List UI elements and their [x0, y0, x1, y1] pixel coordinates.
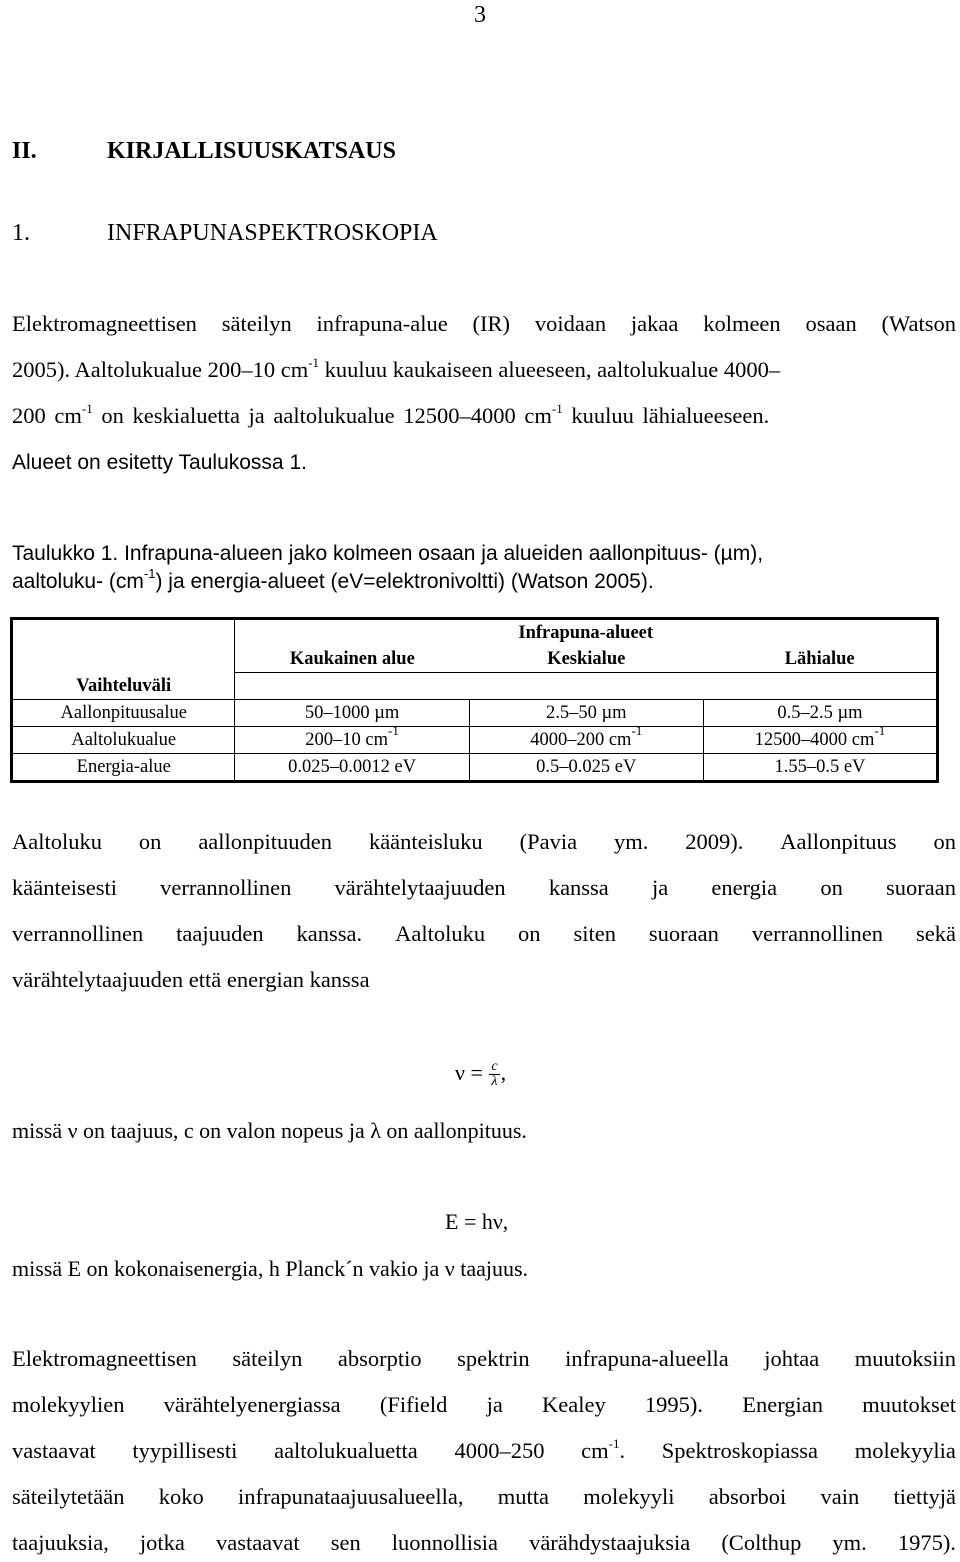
word: molekyylia — [854, 1438, 956, 1463]
text-run: kuuluu kaukaiseen alueeseen, aaltolukualue 4000– — [319, 357, 781, 382]
word: muutoksiin — [854, 1346, 956, 1371]
word: värähtelyenergiassa — [163, 1392, 341, 1417]
word: Spektroskopiassa — [661, 1438, 819, 1463]
word: kanssa — [548, 875, 609, 900]
section-title: INFRAPUNASPEKTROSKOPIA — [107, 220, 438, 246]
formula-energy: E = hν, — [445, 1209, 509, 1234]
word: on — [518, 921, 541, 946]
word: sekä — [915, 921, 956, 946]
word: molekyyli — [583, 1484, 675, 1509]
table-caption — [12, 542, 956, 594]
paragraph-line — [12, 357, 956, 383]
superscript: -1 — [874, 723, 886, 738]
paragraph-line — [12, 403, 956, 429]
caption-line-2 — [12, 566, 956, 594]
paragraph-line: Alueet on esitetty Taulukossa 1. — [12, 451, 307, 474]
formula-tail: , — [500, 1060, 507, 1085]
word: 4000–250 — [454, 1438, 545, 1463]
word: taajuuksia, — [12, 1530, 109, 1555]
paragraph-line — [12, 1438, 956, 1464]
cell-value: 12500–4000 cm — [754, 730, 875, 750]
table-group-header: Infrapuna-alueet — [235, 619, 938, 647]
word: 1975). — [897, 1530, 956, 1555]
text-run: on keskialuetta ja aaltolukualue 12500–4000 cm — [92, 403, 552, 428]
table-cell — [703, 723, 937, 754]
text-run: aaltoluku- (cm — [12, 570, 144, 593]
paragraph-line — [12, 921, 956, 947]
row-label: Aallonpituusalue — [12, 700, 235, 727]
word: on — [138, 829, 162, 854]
cell-value: 0.5–2.5 µm — [777, 703, 863, 723]
word: (IR) — [472, 311, 511, 336]
word: Elektromagneettisen — [12, 1346, 197, 1371]
superscript: -1 — [551, 401, 563, 416]
column-header: Kaukainen alue — [235, 646, 469, 673]
cell-value: 200–10 cm — [305, 730, 389, 750]
table-cell — [469, 723, 703, 754]
row-label: Energia-alue — [12, 754, 235, 782]
word: verrannollinen — [160, 875, 292, 900]
paragraph-line — [12, 875, 956, 901]
word: jotka — [139, 1530, 185, 1555]
word: Energian — [742, 1392, 824, 1417]
table-cell — [235, 700, 469, 727]
word: aallonpituuden — [198, 829, 333, 854]
chapter-title: KIRJALLISUUSKATSAUS — [107, 138, 396, 164]
word: johtaa — [764, 1346, 820, 1371]
table-row — [12, 754, 938, 782]
paragraph-line: värähtelytaajuuden että energian kanssa — [12, 967, 370, 992]
word: luonnollisia — [391, 1530, 499, 1555]
chapter-heading — [12, 136, 396, 166]
word: tyypillisesti — [132, 1438, 238, 1463]
formula-2-description: missä E on kokonaisenergia, h Planck´n vakio ja ν taajuus. — [12, 1256, 529, 1281]
chapter-number: II. — [12, 138, 37, 164]
cell-value: 2.5–50 µm — [545, 703, 627, 723]
table-cell — [235, 723, 469, 754]
table-cell — [469, 700, 703, 727]
table-cell — [235, 754, 469, 782]
word: ym. — [832, 1530, 867, 1555]
cell-value: 0.025–0.0012 eV — [288, 757, 417, 777]
word: värähdystaajuksia — [529, 1530, 691, 1555]
table-row — [12, 700, 938, 727]
superscript: -1 — [81, 401, 93, 416]
text-run: Taulukko 1. Infrapuna-alueen jako kolmeen osaan ja alueiden aallonpituus- (µm), — [12, 542, 764, 565]
word: (Fifield — [379, 1392, 448, 1417]
fraction — [489, 1060, 499, 1089]
word: Kealey — [542, 1392, 606, 1417]
word: verrannollinen — [12, 921, 144, 946]
word: Aallonpituus — [780, 829, 897, 854]
row-header-label: Vaihteluväli — [12, 673, 235, 700]
word: vain — [820, 1484, 860, 1509]
word: infrapunataajuusalueella, — [237, 1484, 464, 1509]
word: tiettyjä — [893, 1484, 956, 1509]
table-body — [12, 700, 938, 782]
formula-lhs: ν = — [455, 1060, 483, 1085]
word: säteilyn — [221, 311, 292, 336]
cell-value: 1.55–0.5 eV — [774, 757, 866, 777]
section-number: 1. — [12, 220, 30, 246]
word: siten — [573, 921, 616, 946]
paragraph-line — [12, 311, 956, 337]
paragraph-line — [12, 1346, 956, 1372]
word: verrannollinen — [751, 921, 884, 946]
table-cell-empty — [469, 673, 703, 700]
word: mutta — [497, 1484, 549, 1509]
paragraph-line — [12, 1530, 956, 1556]
table-corner — [12, 619, 235, 647]
word: sen — [330, 1530, 361, 1555]
word: ym. — [613, 829, 649, 854]
word: säteilytetään — [12, 1484, 125, 1509]
word: säteilyn — [232, 1346, 303, 1371]
table-cell — [703, 754, 937, 782]
numerator: c — [491, 1059, 498, 1075]
paragraph-1 — [12, 311, 956, 481]
word: kolmeen — [703, 311, 781, 336]
caption-line-1 — [12, 542, 956, 566]
formula-1-description: missä ν on taajuus, c on valon nopeus ja λ on aallonpituus. — [12, 1118, 527, 1143]
cell-value: 0.5–0.025 eV — [536, 757, 637, 777]
word: kanssa. — [296, 921, 363, 946]
word: voidaan — [534, 311, 607, 336]
word: aaltolukualuetta — [274, 1438, 418, 1463]
word: absorptio — [337, 1346, 422, 1371]
superscript: -1 — [143, 566, 156, 581]
word: on — [820, 875, 843, 900]
column-header: Lähialue — [703, 646, 937, 673]
word: suoraan — [886, 875, 956, 900]
paragraph-line — [12, 1484, 956, 1510]
word: energia — [711, 875, 778, 900]
word: taajuuden — [176, 921, 264, 946]
word: infrapuna-alue — [316, 311, 448, 336]
word: infrapuna-alueella — [565, 1346, 729, 1371]
word: (Colthup — [721, 1530, 802, 1555]
paragraph-line — [12, 829, 956, 855]
word: vastaavat — [215, 1530, 300, 1555]
denominator: λ — [491, 1074, 498, 1090]
paragraph-3 — [12, 1346, 956, 1556]
word: spektrin — [457, 1346, 530, 1371]
row-label: Aaltolukualue — [12, 727, 235, 754]
word: vastaavat — [12, 1438, 96, 1463]
superscript: -1 — [608, 1436, 620, 1451]
section-heading — [12, 218, 438, 248]
word: . — [619, 1438, 626, 1463]
word: absorboi — [708, 1484, 787, 1509]
formula-frequency — [455, 1060, 506, 1089]
page-number: 3 — [474, 2, 486, 28]
table-cell-empty — [703, 673, 937, 700]
cell-value: 4000–200 cm — [530, 730, 632, 750]
ir-regions-table — [10, 617, 939, 783]
table-row — [12, 727, 938, 754]
word: värähtelytaajuuden — [334, 875, 506, 900]
text-run: 2005). Aaltolukualue 200–10 cm — [12, 357, 309, 382]
text-run: kuuluu lähialueeseen. — [562, 403, 770, 428]
cell-value: 50–1000 µm — [304, 703, 400, 723]
word: muutokset — [862, 1392, 956, 1417]
word: ja — [651, 875, 669, 900]
table-corner — [12, 646, 235, 673]
word: (Watson — [881, 311, 956, 336]
word: 1995). — [644, 1392, 704, 1417]
superscript: -1 — [308, 355, 320, 370]
word: jakaa — [630, 311, 679, 336]
word: ja — [486, 1392, 503, 1417]
text-run: 200 cm — [12, 403, 82, 428]
word: käänteisluku — [368, 829, 483, 854]
word: Aaltoluku — [12, 829, 102, 854]
paragraph-2 — [12, 829, 956, 1009]
word: suoraan — [648, 921, 719, 946]
column-header: Keskialue — [469, 646, 703, 673]
word: on — [933, 829, 956, 854]
table-cell-empty — [235, 673, 469, 700]
word: koko — [158, 1484, 204, 1509]
table-cell — [469, 754, 703, 782]
word: Elektromagneettisen — [12, 311, 197, 336]
word: 2009). — [685, 829, 744, 854]
word: cm — [581, 1438, 609, 1463]
word: Aaltoluku — [395, 921, 486, 946]
word: osaan — [805, 311, 857, 336]
word: molekyylien — [12, 1392, 125, 1417]
word: (Pavia — [519, 829, 578, 854]
table-cell — [703, 700, 937, 727]
text-run: ) ja energia-alueet (eV=elektronivoltti) (Watson 2005). — [155, 570, 654, 593]
word: käänteisesti — [12, 875, 117, 900]
paragraph-line — [12, 1392, 956, 1418]
superscript: -1 — [388, 723, 399, 738]
superscript: -1 — [631, 723, 643, 738]
